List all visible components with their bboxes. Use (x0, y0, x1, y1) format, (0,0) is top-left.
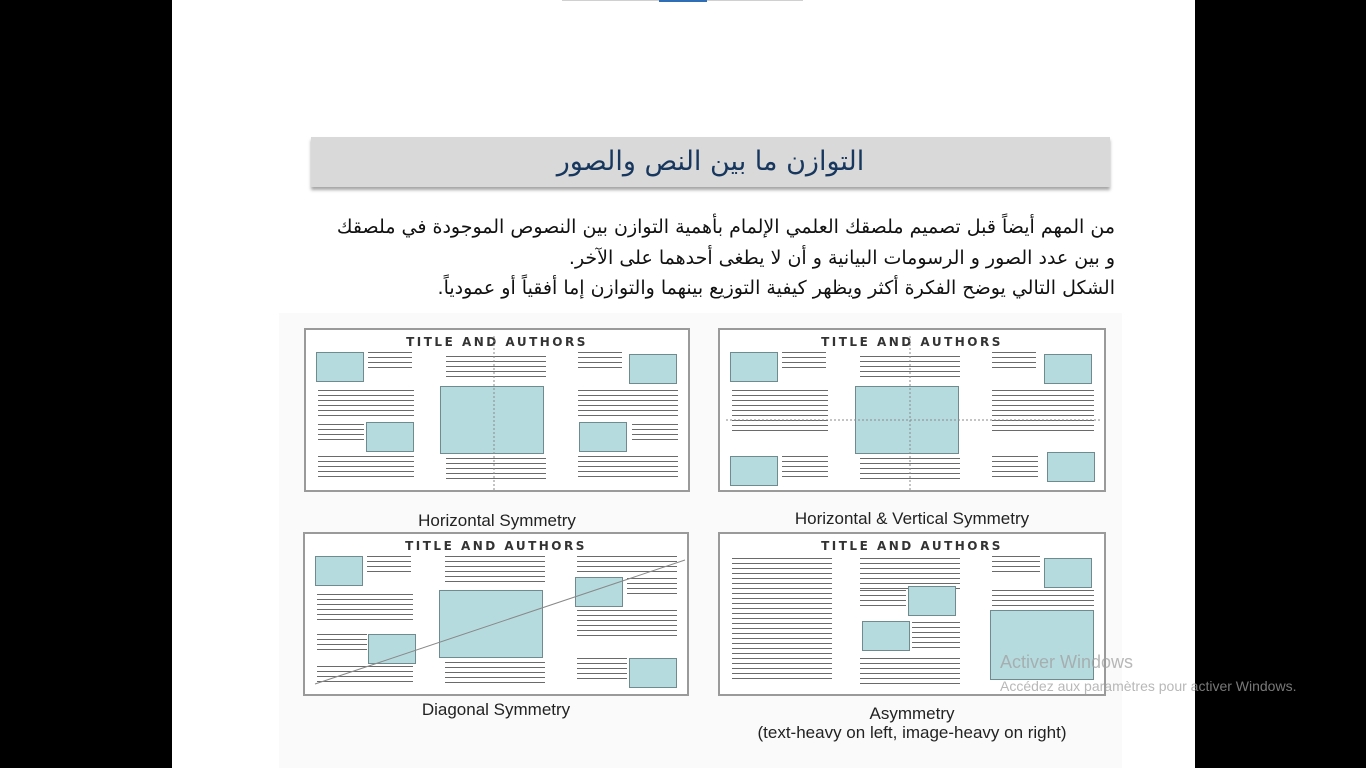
poster-frame (304, 328, 690, 492)
text-line (732, 678, 832, 679)
symmetry-axis (306, 330, 692, 494)
paragraph-line-3: الشكل التالي يوضح الفكرة أكثر ويظهر كيفية التوزيع بينهما والتوازن إما أفقياً أو عمودياً. (437, 277, 1115, 299)
text-line (732, 623, 832, 624)
symmetry-axes (720, 330, 1108, 494)
text-line (860, 578, 960, 579)
text-line (732, 563, 832, 564)
poster-frame (718, 328, 1106, 492)
text-line (732, 653, 832, 654)
active-indicator (659, 0, 707, 2)
text-line (992, 600, 1094, 601)
text-line (732, 668, 832, 669)
text-block (992, 590, 1094, 610)
text-line (732, 633, 832, 634)
text-block (992, 556, 1040, 576)
text-line (732, 638, 832, 639)
text-line (732, 663, 832, 664)
text-line (860, 590, 906, 591)
text-line (860, 573, 960, 574)
poster-frame (303, 532, 689, 696)
text-line (912, 647, 960, 648)
text-line (732, 603, 832, 604)
text-block (860, 590, 906, 610)
watermark-title: Activer Windows (1000, 652, 1134, 672)
text-line (860, 568, 960, 569)
text-block (860, 658, 960, 688)
text-line (732, 608, 832, 609)
text-line (912, 642, 960, 643)
text-line (912, 637, 960, 638)
text-line (732, 583, 832, 584)
text-line (732, 578, 832, 579)
text-line (860, 563, 960, 564)
panel-caption: Asymmetry (869, 704, 955, 723)
paragraph-line-2: و بين عدد الصور و الرسومات البيانية و أن لا يطغى أحدهما على الآخر. (568, 247, 1115, 269)
text-line (732, 658, 832, 659)
text-line (912, 627, 960, 628)
symmetry-diagonal (305, 534, 691, 698)
text-line (860, 668, 960, 669)
text-line (992, 561, 1040, 562)
text-line (992, 605, 1094, 606)
frame-title: TITLE AND AUTHORS (406, 335, 588, 349)
text-line (732, 618, 832, 619)
text-line (992, 556, 1040, 557)
slide-title: التوازن ما بين النص والصور (556, 146, 865, 177)
windows-activation-watermark (1000, 652, 1296, 694)
layout-figure (279, 313, 1122, 768)
text-line (992, 571, 1040, 572)
text-line (732, 593, 832, 594)
paragraph-line-1: من المهم أيضاً قبل تصميم ملصقك العلمي الإلمام بأهمية التوازن بين النصوص الموجودة في ملصقك (336, 216, 1115, 238)
watermark-subtitle: Accédez aux paramètres pour activer Windows. (1000, 678, 1297, 694)
text-line (732, 558, 832, 559)
text-line (860, 605, 906, 606)
frame-title: TITLE AND AUTHORS (821, 335, 1003, 349)
text-line (860, 558, 960, 559)
text-line (912, 622, 960, 623)
text-line (860, 683, 960, 684)
text-block (732, 558, 832, 683)
text-line (992, 566, 1040, 567)
image-placeholder (908, 586, 956, 616)
text-line (732, 588, 832, 589)
panel-caption: Horizontal Symmetry (418, 511, 576, 530)
text-line (860, 673, 960, 674)
text-line (992, 590, 1094, 591)
text-line (860, 678, 960, 679)
slide-title-box (311, 137, 1110, 187)
frame-title: TITLE AND AUTHORS (821, 539, 1003, 553)
text-line (732, 598, 832, 599)
text-line (732, 568, 832, 569)
image-placeholder (1044, 558, 1092, 588)
text-line (860, 663, 960, 664)
text-line (732, 628, 832, 629)
text-line (732, 613, 832, 614)
text-line (992, 595, 1094, 596)
text-block (912, 622, 960, 652)
text-line (732, 643, 832, 644)
text-line (912, 632, 960, 633)
panel-caption: Horizontal & Vertical Symmetry (794, 509, 1030, 528)
text-line (860, 595, 906, 596)
text-line (732, 648, 832, 649)
text-line (860, 658, 960, 659)
panel-caption: Diagonal Symmetry (421, 700, 571, 719)
text-line (732, 573, 832, 574)
text-line (860, 583, 960, 584)
text-line (732, 673, 832, 674)
frame-title: TITLE AND AUTHORS (405, 539, 587, 553)
panel-caption-note: (text-heavy on left, image-heavy on right) (757, 723, 1067, 742)
image-placeholder (862, 621, 910, 651)
text-line (860, 600, 906, 601)
